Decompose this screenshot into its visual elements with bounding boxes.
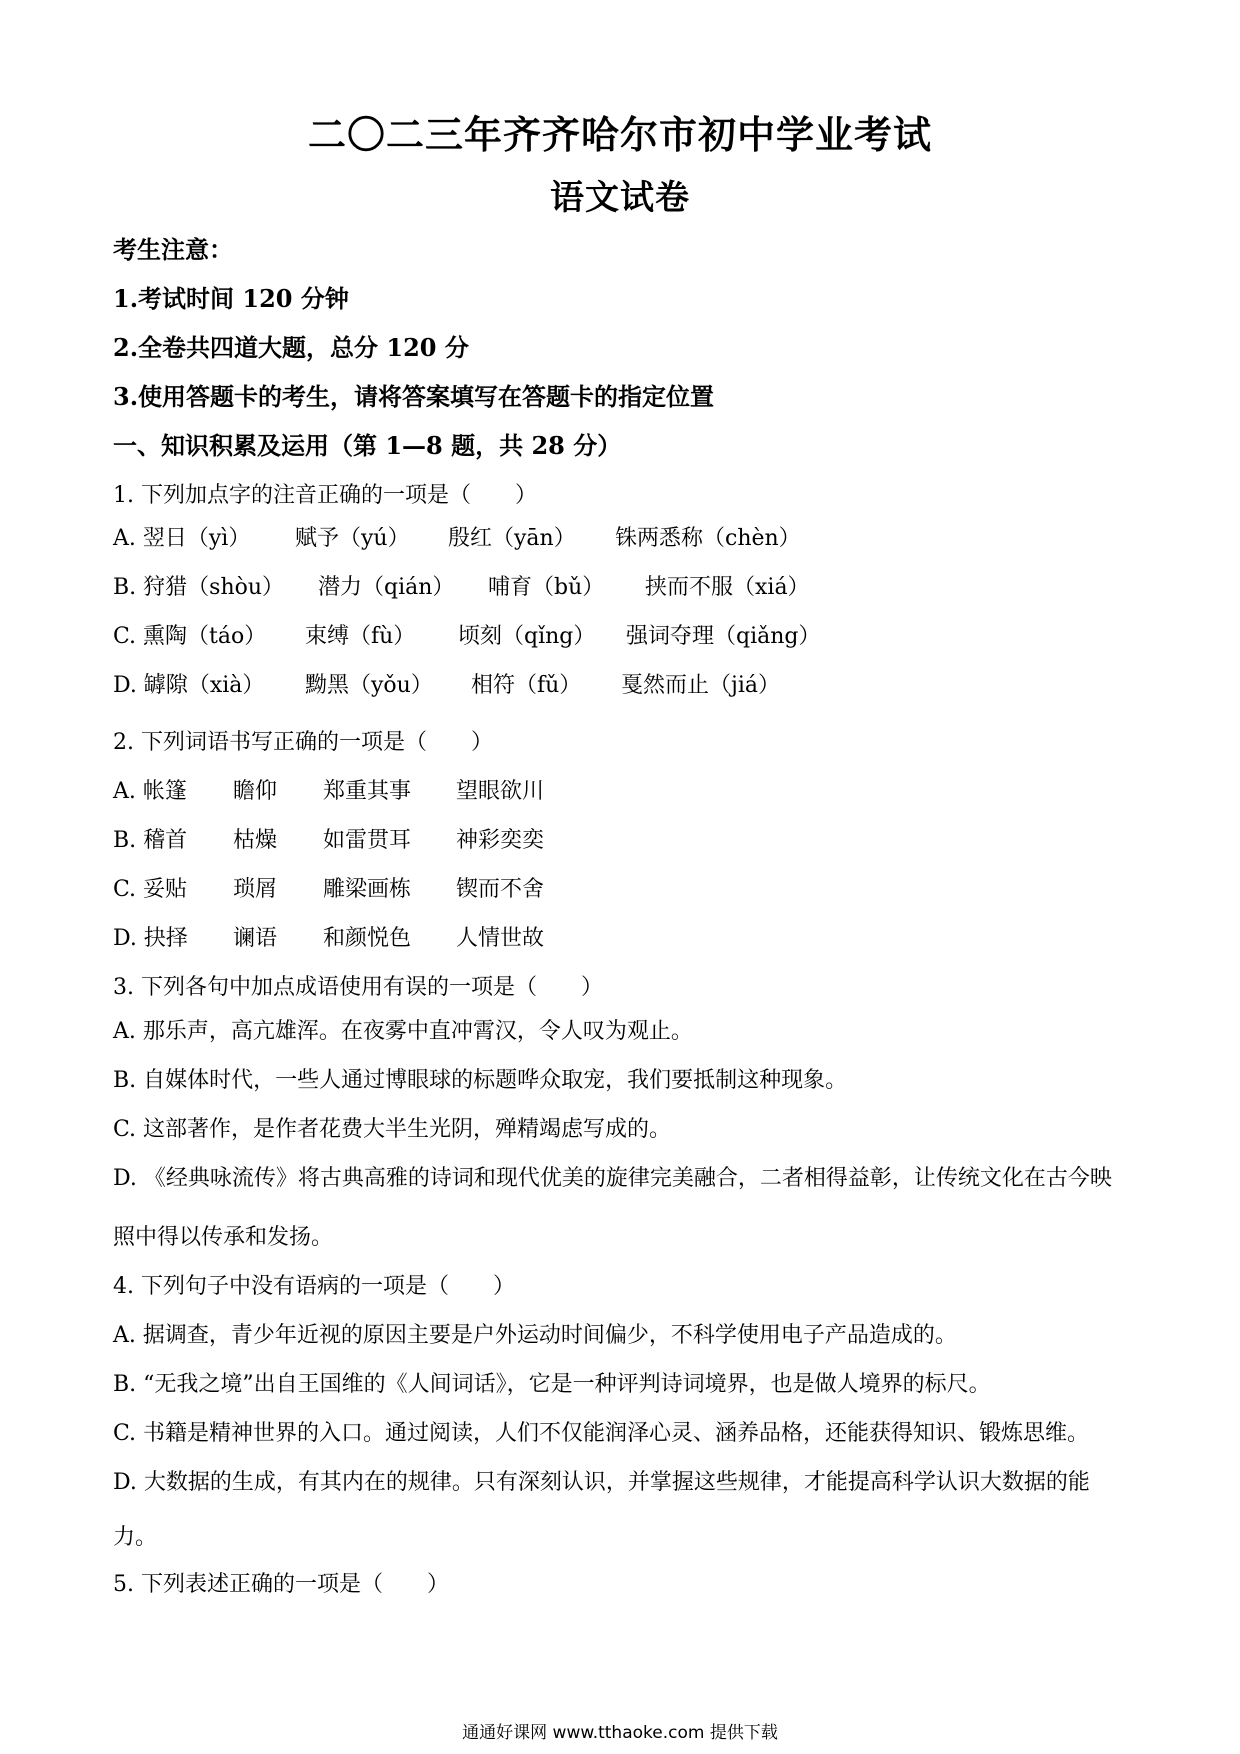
- notice-item: 3.使用答题卡的考生，请将答案填写在答题卡的指定位置: [113, 382, 715, 411]
- option-cell: 相符（fǔ）: [471, 673, 582, 698]
- option-cell: A. 翌日（yì）: [113, 526, 251, 551]
- option-cell: 黝黑（yǒu）: [305, 673, 433, 698]
- notice-item: 2.全卷共四道大题，总分 120 分: [113, 333, 469, 362]
- option-cell: 锲而不舍: [456, 877, 545, 902]
- page-subtitle: 语文试卷: [550, 178, 690, 218]
- option-cell: B. 稽首: [113, 828, 188, 853]
- option-cell: 潜力（qián）: [318, 575, 455, 600]
- option-cell: 铢两悉称（chèn）: [615, 526, 801, 551]
- question-stem: 4. 下列句子中没有语病的一项是（ ）: [113, 1274, 515, 1299]
- option-row: [113, 826, 913, 858]
- option-row: [113, 671, 1113, 703]
- option-line: C. 书籍是精神世界的入口。通过阅读，人们不仅能润泽心灵、涵养品格，还能获得知识、锻炼思维。: [113, 1421, 1090, 1446]
- option-line: B. “无我之境”出自王国维的《人间词话》，它是一种评判诗词境界，也是做人境界的标尺。: [113, 1372, 991, 1397]
- option-cell: 瞻仰: [233, 779, 278, 804]
- option-cell: D. 抉择: [113, 926, 188, 951]
- option-cell: 枯燥: [233, 828, 278, 853]
- option-row: [113, 622, 1113, 654]
- option-cell: 望眼欲川: [456, 779, 545, 804]
- question-stem: 3. 下列各句中加点成语使用有误的一项是（ ）: [113, 975, 603, 1000]
- option-line-continued: 照中得以传承和发扬。: [113, 1225, 334, 1250]
- option-line: C. 这部著作，是作者花费大半生光阴，殚精竭虑写成的。: [113, 1117, 672, 1142]
- option-row: [113, 524, 1113, 556]
- option-line: A. 那乐声，高亢雄浑。在夜雾中直冲霄汉，令人叹为观止。: [113, 1019, 693, 1044]
- option-row: [113, 777, 913, 809]
- option-line-continued: 力。: [113, 1525, 158, 1550]
- question-stem: 2. 下列词语书写正确的一项是（ ）: [113, 730, 493, 755]
- option-cell: C. 熏陶（táo）: [113, 624, 267, 649]
- notice-heading: 考生注意：: [113, 235, 233, 264]
- option-row: [113, 924, 913, 956]
- option-cell: 哺育（bǔ）: [488, 575, 605, 600]
- option-line: A. 据调查，青少年近视的原因主要是户外运动时间偏少，不科学使用电子产品造成的。: [113, 1323, 957, 1348]
- option-cell: 谰语: [233, 926, 278, 951]
- option-cell: 神彩奕奕: [456, 828, 545, 853]
- option-cell: 人情世故: [456, 926, 545, 951]
- option-cell: B. 狩猎（shòu）: [113, 575, 285, 600]
- question-stem: 1. 下列加点字的注音正确的一项是（ ）: [113, 483, 537, 508]
- option-row: [113, 573, 1113, 605]
- option-cell: 赋予（yú）: [295, 526, 410, 551]
- option-cell: 顷刻（qǐng）: [458, 624, 596, 649]
- option-cell: D. 罅隙（xià）: [113, 673, 265, 698]
- option-cell: 殷红（yān）: [448, 526, 576, 551]
- question-stem: 5. 下列表述正确的一项是（ ）: [113, 1572, 449, 1597]
- option-row: [113, 875, 913, 907]
- option-cell: C. 妥贴: [113, 877, 188, 902]
- section-heading: 一、知识积累及运用（第 1—8 题，共 28 分）: [113, 431, 622, 460]
- option-cell: 戛然而止（jiá）: [621, 673, 780, 698]
- option-line: B. 自媒体时代，一些人通过博眼球的标题哗众取宠，我们要抵制这种现象。: [113, 1068, 848, 1093]
- option-cell: 雕梁画栋: [323, 877, 412, 902]
- option-line: D. 大数据的生成，有其内在的规律。只有深刻认识，并掌握这些规律，才能提高科学认识大数据的能: [113, 1470, 1090, 1495]
- page-title: 二〇二三年齐齐哈尔市初中学业考试: [307, 112, 932, 157]
- option-cell: 挟而不服（xiá）: [645, 575, 810, 600]
- option-cell: 如雷贯耳: [323, 828, 412, 853]
- option-cell: 束缚（fù）: [305, 624, 416, 649]
- option-cell: 郑重其事: [323, 779, 412, 804]
- footer-source: 通通好课网 www.tthaoke.com 提供下载: [462, 1723, 778, 1743]
- notice-item: 1.考试时间 120 分钟: [113, 284, 349, 313]
- option-cell: 琐屑: [233, 877, 278, 902]
- option-line: D. 《经典咏流传》将古典高雅的诗词和现代优美的旋律完美融合，二者相得益彰，让传统文化在古今映: [113, 1166, 1112, 1191]
- option-cell: 强词夺理（qiǎng）: [626, 624, 821, 649]
- option-cell: 和颜悦色: [323, 926, 412, 951]
- option-cell: A. 帐篷: [113, 779, 187, 804]
